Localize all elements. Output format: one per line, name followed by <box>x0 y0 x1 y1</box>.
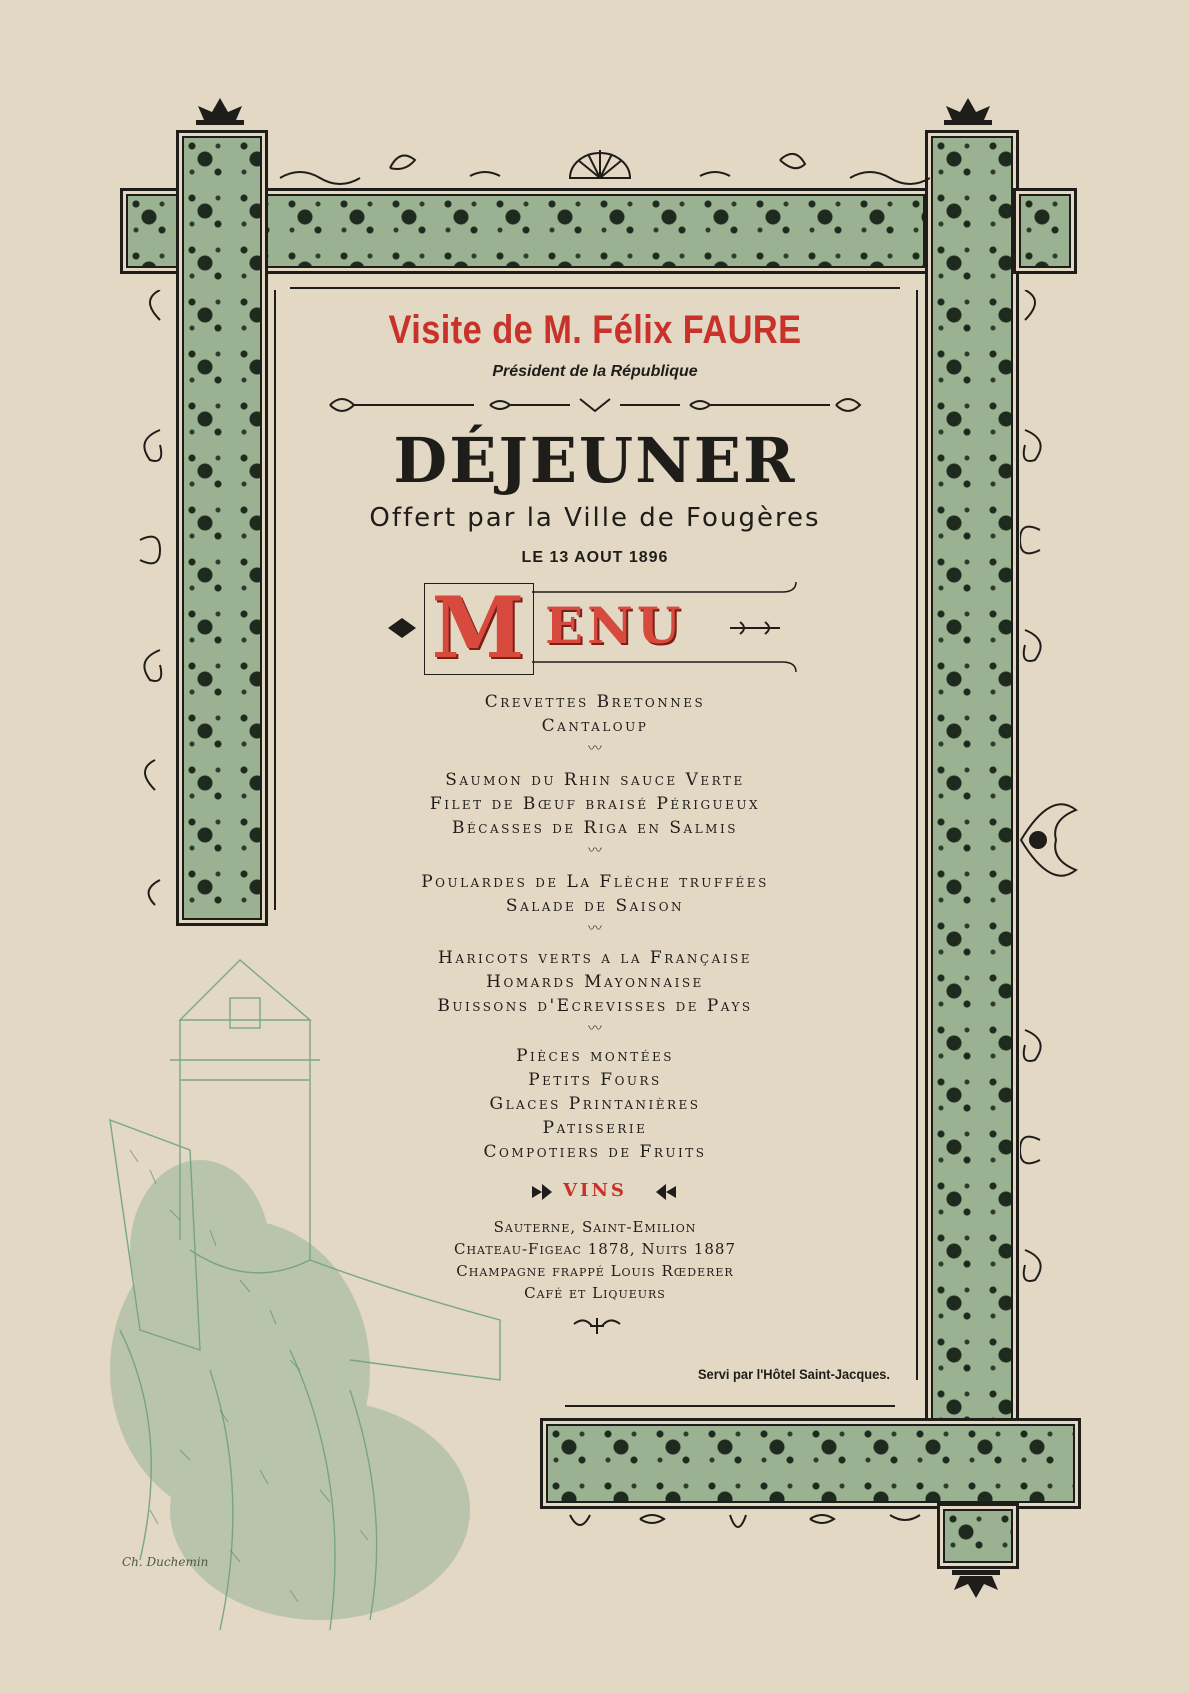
title-divider-ornament <box>320 390 870 420</box>
served-by-line: Servi par l'Hôtel Saint-Jacques. <box>697 1366 890 1382</box>
artist-signature: Ch. Duchemin <box>122 1555 209 1569</box>
right-floral-band <box>925 130 1019 1426</box>
inner-left-rule <box>274 290 276 910</box>
right-scroll-ornaments <box>1020 290 1060 1390</box>
dish-item: Saumon du Rhin sauce Verte <box>445 770 745 790</box>
course-separator: 〰 <box>588 1021 602 1037</box>
inner-bottom-rule <box>565 1405 895 1407</box>
page-subtitle: Président de la République <box>492 363 698 380</box>
course-separator: 〰 <box>588 921 602 937</box>
bottom-flourish-ornament <box>560 1505 930 1545</box>
inner-top-rule <box>290 287 900 289</box>
page-title: Visite de M. Félix FAURE <box>388 308 802 352</box>
dish-item: Haricots verts a la Française <box>438 948 752 968</box>
top-flourish-ornament <box>270 138 930 188</box>
wines-ornament-right-icon <box>654 1182 678 1202</box>
offered-by-line: Offert par la Ville de Fougères <box>369 503 821 533</box>
dish-item: Salade de Saison <box>505 896 685 916</box>
dish-item: Bécasses de Riga en Salmis <box>452 818 738 838</box>
bottom-right-stub-band <box>937 1503 1019 1569</box>
dish-item: Crevettes Bretonnes <box>484 692 706 712</box>
dish-item: Cantaloup <box>541 716 649 736</box>
dish-item: Pièces montées <box>516 1046 674 1066</box>
dish-item: Glaces Printanières <box>489 1094 701 1114</box>
closing-ornament-icon <box>572 1316 622 1336</box>
wines-heading: VINS <box>563 1180 627 1201</box>
event-date: LE 13 AOUT 1896 <box>521 549 669 566</box>
dish-item: Poulardes de La Flèche truffées <box>421 872 769 892</box>
top-right-stub-band <box>1013 188 1077 274</box>
dish-item: Homards Mayonnaise <box>486 972 704 992</box>
bottom-floral-band <box>540 1418 1081 1509</box>
course-separator: 〰 <box>588 741 602 757</box>
wines-ornament-left-icon <box>530 1182 554 1202</box>
wine-item: Café et Liqueurs <box>524 1284 666 1302</box>
course-separator: 〰 <box>588 843 602 859</box>
dish-item: Buissons d'Ecrevisses de Pays <box>437 996 753 1016</box>
finial-top-right-icon <box>938 94 998 128</box>
menu-label-rest: ENU <box>545 596 685 655</box>
left-floral-band <box>176 130 268 926</box>
dish-item: Filet de Bœuf braisé Périgueux <box>429 794 761 814</box>
dish-item: Petits Fours <box>528 1070 662 1090</box>
menu-initial-letter: M <box>431 578 525 677</box>
wine-item: Champagne frappé Louis Rœderer <box>456 1262 734 1280</box>
dish-item: Patisserie <box>542 1118 648 1138</box>
finial-top-left-icon <box>190 94 250 128</box>
dish-item: Compotiers de Fruits <box>483 1142 707 1162</box>
wine-item: Chateau-Figeac 1878, Nuits 1887 <box>453 1240 737 1258</box>
side-scroll-ornaments <box>130 290 170 910</box>
finial-bottom-icon <box>946 1568 1006 1602</box>
wine-item: Sauterne, Saint-Emilion <box>493 1218 697 1236</box>
meal-heading: DÉJEUNER <box>393 424 797 497</box>
